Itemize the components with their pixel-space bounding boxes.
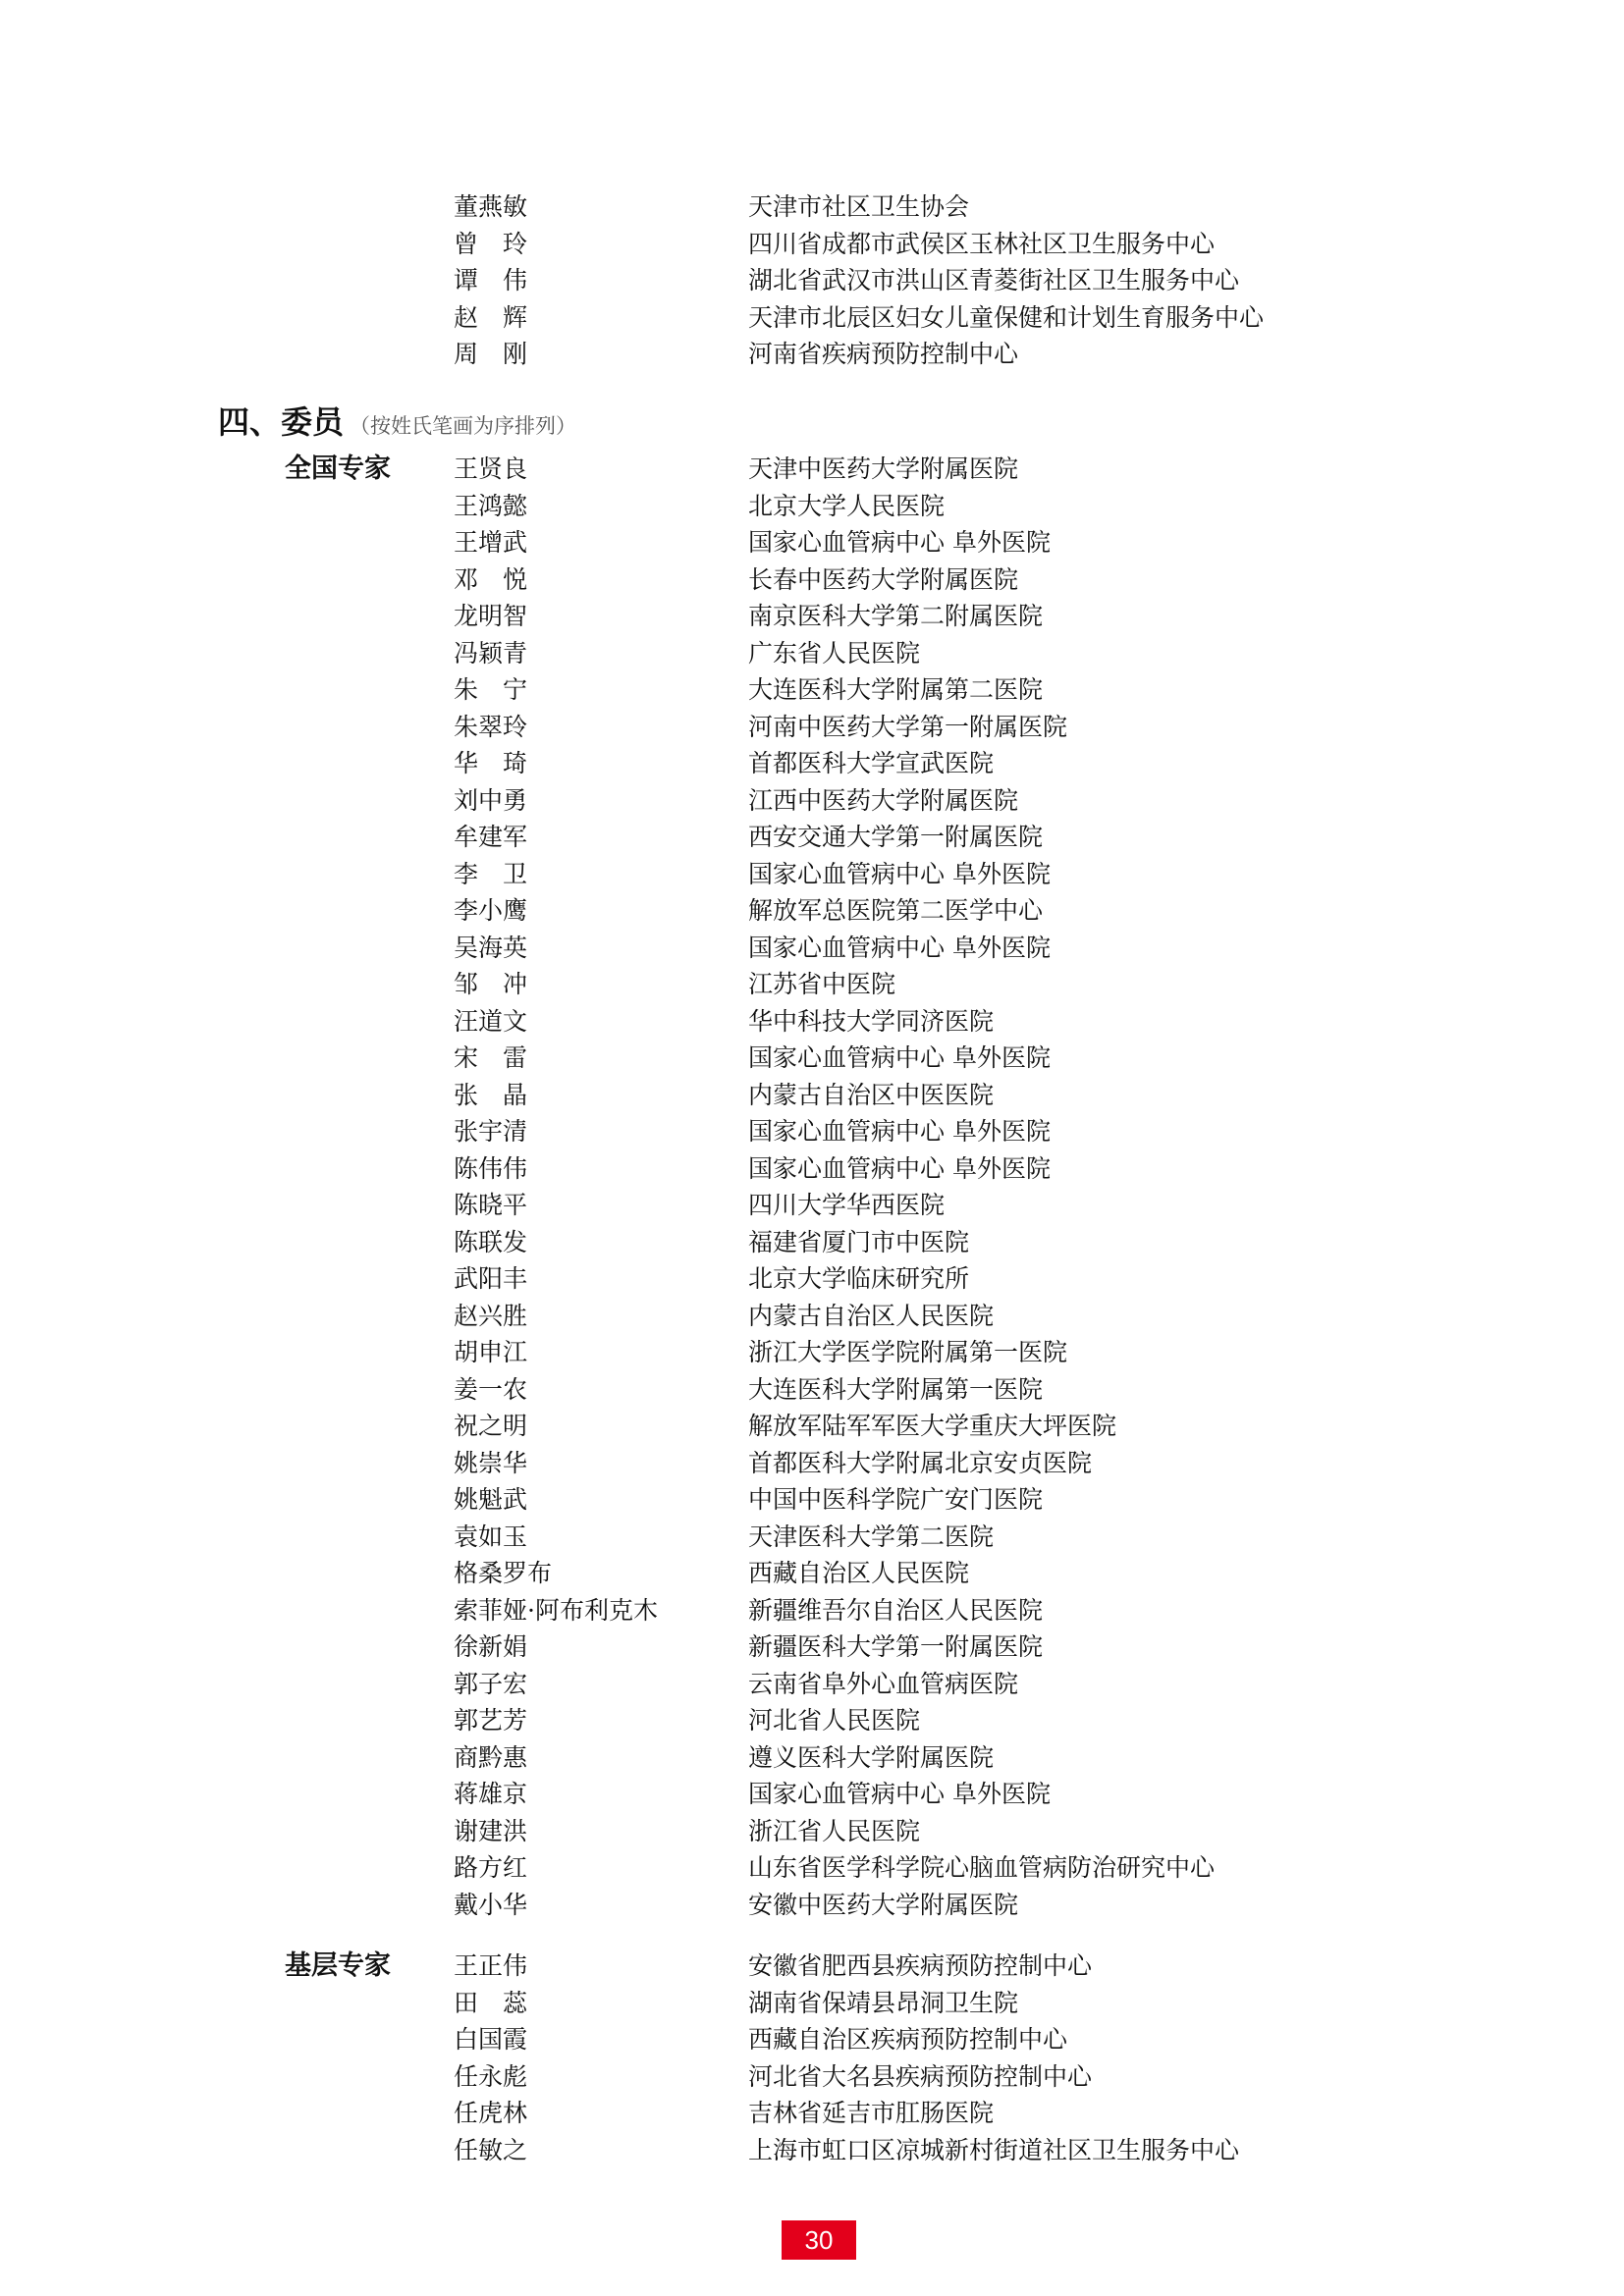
member-organization: 国家心血管病中心 阜外医院	[748, 1153, 1051, 1183]
member-row	[0, 671, 1624, 709]
member-row	[0, 451, 1624, 488]
member-row	[0, 1948, 1624, 1985]
member-organization: 安徽省肥西县疾病预防控制中心	[748, 1951, 1093, 1980]
member-organization: 内蒙古自治区中医医院	[748, 1080, 995, 1109]
member-organization: 河南省疾病预防控制中心	[748, 340, 1019, 368]
member-organization: 河北省大名县疾病预防控制中心	[748, 2061, 1093, 2091]
member-name: 任敏之	[454, 2135, 528, 2164]
continuation-member-list	[0, 188, 1624, 373]
member-organization: 江西中医药大学附属医院	[748, 785, 1019, 815]
member-row	[0, 1739, 1624, 1777]
member-organization: 首都医科大学宣武医院	[748, 749, 995, 777]
member-name: 蒋雄京	[454, 1780, 528, 1808]
member-organization: 西安交通大学第一附属医院	[748, 823, 1044, 851]
member-organization: 国家心血管病中心 阜外医院	[748, 528, 1051, 557]
member-name: 王正伟	[454, 1951, 528, 1980]
member-organization: 新疆医科大学第一附属医院	[748, 1632, 1044, 1661]
member-row	[0, 1985, 1624, 2022]
member-organization: 四川省成都市武侯区玉林社区卫生服务中心	[748, 229, 1216, 258]
member-row	[0, 1592, 1624, 1629]
member-organization: 浙江省人民医院	[748, 1816, 921, 1845]
member-row	[0, 1776, 1624, 1813]
member-row	[0, 819, 1624, 856]
member-row	[0, 488, 1624, 525]
member-row	[0, 1481, 1624, 1519]
member-organization: 江苏省中医院	[748, 970, 896, 998]
member-row	[0, 1849, 1624, 1887]
member-name: 曾 玲	[454, 229, 528, 258]
member-organization: 解放军陆军军医大学重庆大坪医院	[748, 1412, 1117, 1440]
member-name: 谭 伟	[454, 266, 528, 294]
member-row	[0, 856, 1624, 893]
member-row	[0, 1150, 1624, 1188]
member-name: 王贤良	[454, 454, 528, 483]
member-name: 任永彪	[454, 2061, 528, 2091]
member-name: 赵兴胜	[454, 1301, 528, 1330]
member-name: 戴小华	[454, 1890, 528, 1919]
member-row	[0, 2132, 1624, 2169]
member-group-grassroots-experts	[0, 1948, 1624, 2168]
member-organization: 西藏自治区人民医院	[748, 1559, 970, 1587]
member-name: 刘中勇	[454, 785, 528, 815]
member-row	[0, 1408, 1624, 1445]
member-name: 陈伟伟	[454, 1153, 528, 1183]
member-organization: 国家心血管病中心 阜外医院	[748, 1117, 1051, 1146]
member-organization: 新疆维吾尔自治区人民医院	[748, 1595, 1044, 1625]
member-row	[0, 262, 1624, 299]
member-row	[0, 1334, 1624, 1371]
member-organization: 北京大学人民医院	[748, 491, 946, 520]
member-row	[0, 1113, 1624, 1150]
member-group-national-experts	[0, 451, 1624, 1923]
member-name: 龙明智	[454, 602, 528, 630]
member-name: 李 卫	[454, 859, 528, 888]
member-row	[0, 1371, 1624, 1409]
member-row	[0, 1813, 1624, 1850]
member-organization: 首都医科大学附属北京安贞医院	[748, 1448, 1093, 1477]
member-row	[0, 1298, 1624, 1335]
member-name: 王增武	[454, 528, 528, 557]
member-organization: 中国中医科学院广安门医院	[748, 1485, 1044, 1514]
member-row	[0, 336, 1624, 373]
member-row	[0, 188, 1624, 226]
member-organization: 遵义医科大学附属医院	[748, 1742, 995, 1772]
member-name: 袁如玉	[454, 1522, 528, 1551]
member-organization: 天津医科大学第二医院	[748, 1522, 995, 1551]
member-row	[0, 745, 1624, 782]
member-organization: 河南中医药大学第一附属医院	[748, 712, 1068, 741]
member-row	[0, 1629, 1624, 1666]
section-sort-note: （按姓氏笔画为序排列）	[350, 414, 577, 438]
member-name: 路方红	[454, 1853, 528, 1882]
member-row	[0, 1040, 1624, 1077]
member-organization: 吉林省延吉市肛肠医院	[748, 2099, 995, 2127]
member-name: 冯颖青	[454, 638, 528, 667]
member-name: 姚崇华	[454, 1448, 528, 1477]
member-row	[0, 561, 1624, 599]
member-name: 陈晓平	[454, 1191, 528, 1219]
member-organization: 四川大学华西医院	[748, 1191, 946, 1219]
member-name: 邹 冲	[454, 970, 528, 998]
member-organization: 浙江大学医学院附属第一医院	[748, 1338, 1068, 1366]
member-name: 牟建军	[454, 823, 528, 851]
member-name: 赵 辉	[454, 302, 528, 332]
member-name: 李小鹰	[454, 896, 528, 925]
member-row	[0, 1519, 1624, 1556]
member-name: 郭艺芳	[454, 1706, 528, 1735]
member-organization: 河北省人民医院	[748, 1706, 921, 1735]
member-row	[0, 782, 1624, 820]
member-name: 朱 宁	[454, 675, 528, 704]
category-label: 全国专家	[285, 454, 391, 484]
member-name: 姜一农	[454, 1374, 528, 1404]
member-organization: 山东省医学科学院心脑血管病防治研究中心	[748, 1853, 1216, 1882]
member-name: 张宇清	[454, 1117, 528, 1146]
member-organization: 解放军总医院第二医学中心	[748, 896, 1044, 925]
category-label: 基层专家	[285, 1950, 391, 1981]
member-name: 朱翠玲	[454, 712, 528, 741]
member-row	[0, 226, 1624, 263]
member-name: 胡申江	[454, 1338, 528, 1366]
member-name: 王鸿懿	[454, 491, 528, 520]
member-row	[0, 2021, 1624, 2058]
member-row	[0, 299, 1624, 337]
member-name: 徐新娟	[454, 1632, 528, 1661]
member-name: 华 琦	[454, 749, 528, 777]
member-row	[0, 1187, 1624, 1224]
member-row	[0, 709, 1624, 746]
member-name: 白国霞	[454, 2025, 528, 2054]
member-row	[0, 524, 1624, 561]
member-row	[0, 1224, 1624, 1261]
member-organization: 国家心血管病中心 阜外医院	[748, 1780, 1051, 1808]
member-organization: 国家心血管病中心 阜外医院	[748, 933, 1051, 962]
section-heading	[218, 400, 576, 444]
member-organization: 天津中医药大学附属医院	[748, 454, 1019, 483]
member-name: 商黔惠	[454, 1742, 528, 1772]
member-name: 任虎林	[454, 2099, 528, 2127]
member-row	[0, 598, 1624, 635]
member-organization: 华中科技大学同济医院	[748, 1006, 995, 1036]
member-name: 郭子宏	[454, 1669, 528, 1698]
member-row	[0, 1555, 1624, 1592]
member-row	[0, 930, 1624, 967]
member-organization: 国家心血管病中心 阜外医院	[748, 859, 1051, 888]
member-name: 索菲娅·阿布利克木	[454, 1595, 658, 1625]
member-organization: 云南省阜外心血管病医院	[748, 1669, 1019, 1698]
member-organization: 大连医科大学附属第二医院	[748, 675, 1044, 704]
member-organization: 天津市社区卫生协会	[748, 192, 970, 221]
member-row	[0, 892, 1624, 930]
member-name: 张 晶	[454, 1080, 528, 1109]
member-row	[0, 1887, 1624, 1924]
member-row	[0, 966, 1624, 1003]
member-organization: 安徽中医药大学附属医院	[748, 1890, 1019, 1919]
member-name: 周 刚	[454, 340, 528, 368]
member-name: 武阳丰	[454, 1264, 528, 1293]
member-organization: 国家心血管病中心 阜外医院	[748, 1043, 1051, 1072]
member-organization: 北京大学临床研究所	[748, 1264, 970, 1293]
member-name: 吴海英	[454, 933, 528, 962]
member-row	[0, 2058, 1624, 2096]
member-row	[0, 1003, 1624, 1041]
member-row	[0, 1445, 1624, 1482]
section-title: 四、委员	[218, 403, 345, 441]
member-name: 姚魁武	[454, 1485, 528, 1514]
member-name: 格桑罗布	[454, 1559, 553, 1587]
member-organization: 湖南省保靖县昂洞卫生院	[748, 1988, 1019, 2017]
member-organization: 长春中医药大学附属医院	[748, 564, 1019, 594]
member-organization: 湖北省武汉市洪山区青菱街社区卫生服务中心	[748, 266, 1240, 294]
member-organization: 西藏自治区疾病预防控制中心	[748, 2025, 1068, 2054]
member-row	[0, 635, 1624, 672]
member-row	[0, 2095, 1624, 2132]
member-organization: 上海市虹口区凉城新村街道社区卫生服务中心	[748, 2135, 1240, 2164]
member-name: 谢建洪	[454, 1816, 528, 1845]
member-name: 董燕敏	[454, 192, 528, 221]
member-name: 宋 雷	[454, 1043, 528, 1072]
member-name: 田 蕊	[454, 1988, 528, 2017]
member-name: 邓 悦	[454, 564, 528, 594]
member-organization: 南京医科大学第二附属医院	[748, 602, 1044, 630]
member-organization: 福建省厦门市中医院	[748, 1227, 970, 1256]
member-name: 祝之明	[454, 1412, 528, 1440]
member-organization: 内蒙古自治区人民医院	[748, 1301, 995, 1330]
member-row	[0, 1666, 1624, 1703]
member-name: 陈联发	[454, 1227, 528, 1256]
member-organization: 大连医科大学附属第一医院	[748, 1374, 1044, 1404]
member-row	[0, 1702, 1624, 1739]
member-row	[0, 1260, 1624, 1298]
member-row	[0, 1077, 1624, 1114]
member-organization: 广东省人民医院	[748, 638, 921, 667]
member-organization: 天津市北辰区妇女儿童保健和计划生育服务中心	[748, 302, 1265, 332]
member-name: 汪道文	[454, 1006, 528, 1036]
page-number: 30	[782, 2220, 856, 2260]
